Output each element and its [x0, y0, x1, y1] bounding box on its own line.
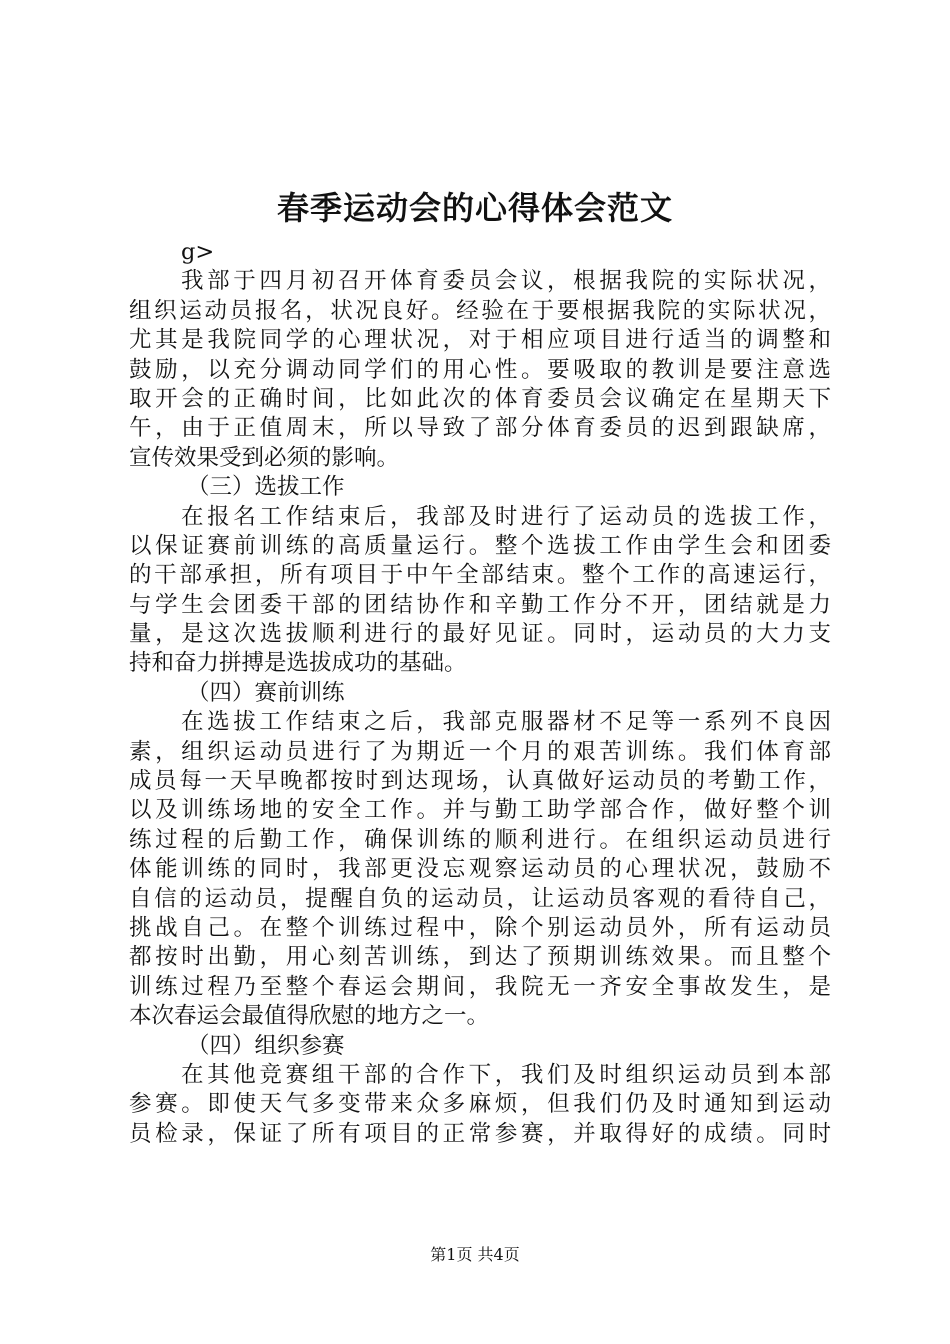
text-line: 鼓励，以充分调动同学们的用心性。要吸取的教训是要注意选 [129, 356, 831, 383]
text-line: 与学生会团委干部的团结协作和辛勤工作分不开，团结就是力 [129, 591, 831, 618]
text-line: 成员每一天早晚都按时到达现场，认真做好运动员的考勤工作， [129, 768, 831, 795]
text-line: 在选拔工作结束之后，我部克服器材不足等一系列不良因 [181, 709, 831, 736]
text-line: 在其他竞赛组干部的合作下，我们及时组织运动员到本部 [181, 1061, 831, 1088]
text-line: 我部于四月初召开体育委员会议，根据我院的实际状况， [181, 268, 831, 295]
document-title: 春季运动会的心得体会范文 [276, 189, 673, 227]
text-line: 素，组织运动员进行了为期近一个月的艰苦训练。我们体育部 [129, 738, 831, 765]
text-line: 量，是这次选拔顺利进行的最好见证。同时，运动员的大力支 [129, 621, 831, 648]
text-line: g> [181, 239, 215, 265]
text-line: 组织运动员报名，状况良好。经验在于要根据我院的实际状况， [129, 297, 831, 324]
text-line: 自信的运动员，提醒自负的运动员，让运动员客观的看待自己， [129, 885, 831, 912]
text-line: 训练过程乃至整个春运会期间，我院无一齐安全事故发生，是 [129, 973, 831, 1000]
text-line: （四）组织参赛 [187, 1032, 345, 1059]
text-line: 尤其是我院同学的心理状况，对于相应项目进行适当的调整和 [129, 327, 831, 354]
text-line: 的干部承担，所有项目于中午全部结束。整个工作的高速运行， [129, 562, 831, 589]
text-line: 以保证赛前训练的高质量运行。整个选拔工作由学生会和团委 [129, 532, 831, 559]
text-line: 本次春运会最值得欣慰的地方之一。 [129, 1003, 490, 1030]
text-line: 持和奋力拼搏是选拔成功的基础。 [129, 650, 467, 677]
text-line: 取开会的正确时间，比如此次的体育委员会议确定在星期天下 [129, 385, 831, 412]
text-line: 参赛。即使天气多变带来众多麻烦，但我们仍及时通知到运动 [129, 1091, 831, 1118]
text-line: （三）选拔工作 [187, 474, 345, 501]
text-line: （四）赛前训练 [187, 679, 345, 706]
document-body [129, 238, 831, 1149]
text-line: 都按时出勤，用心刻苦训练，到达了预期训练效果。而且整个 [129, 944, 831, 971]
text-line: 以及训练场地的安全工作。并与勤工助学部合作，做好整个训 [129, 797, 831, 824]
text-line: 午，由于正值周末，所以导致了部分体育委员的迟到跟缺席， [129, 415, 831, 442]
text-line: 体能训练的同时，我部更没忘观察运动员的心理状况，鼓励不 [129, 856, 831, 883]
text-line: 挑战自己。在整个训练过程中，除个别运动员外，所有运动员 [129, 914, 831, 941]
text-line: 员检录，保证了所有项目的正常参赛，并取得好的成绩。同时 [129, 1120, 831, 1147]
text-line: 宣传效果受到必须的影响。 [129, 444, 400, 471]
page-footer: 第1页 共4页 [430, 1245, 520, 1264]
text-line: 在报名工作结束后，我部及时进行了运动员的选拔工作， [181, 503, 831, 530]
text-line: 练过程的后勤工作，确保训练的顺利进行。在组织运动员进行 [129, 826, 831, 853]
